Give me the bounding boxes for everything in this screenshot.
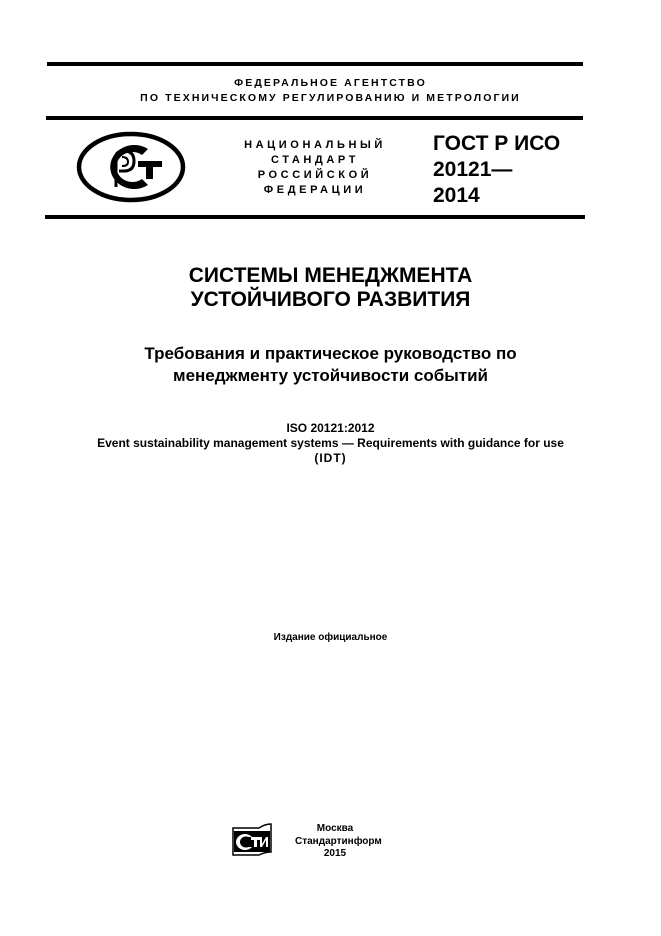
- document-subtitle: [0, 343, 661, 387]
- bottom-rule: [45, 215, 585, 219]
- iso-english-title: Event sustainability management systems — Requirements with guidance for use: [97, 436, 564, 450]
- title-line-2: УСТОЙЧИВОГО РАЗВИТИЯ: [190, 288, 471, 311]
- agency-name: [0, 76, 661, 106]
- edition-label: Издание официальное: [273, 632, 388, 643]
- publisher-info: [295, 823, 382, 861]
- natstd-line-4: ФЕДЕРАЦИИ: [263, 184, 367, 196]
- subtitle-line-2: менеджменту устойчивости событий: [173, 366, 488, 385]
- standard-number: [433, 131, 560, 209]
- international-reference: [0, 421, 661, 466]
- middle-rule: [46, 116, 583, 120]
- agency-line-2: ПО ТЕХНИЧЕСКОМУ РЕГУЛИРОВАНИЮ И МЕТРОЛОГИИ: [140, 92, 521, 104]
- standard-number-line-1: ГОСТ Р ИСО: [433, 132, 561, 155]
- iso-equivalence: (IDT): [314, 451, 347, 465]
- publisher-city: Москва: [316, 823, 354, 834]
- natstd-line-1: НАЦИОНАЛЬНЫЙ: [244, 139, 386, 151]
- standartinform-logo-icon: [231, 822, 273, 858]
- standard-number-line-2: 20121—: [433, 158, 513, 181]
- subtitle-line-1: Требования и практическое руководство по: [144, 344, 517, 363]
- top-rule: [47, 62, 583, 66]
- title-line-1: СИСТЕМЫ МЕНЕДЖМЕНТА: [188, 264, 473, 287]
- rst-gost-mark-icon: [76, 131, 186, 203]
- publisher-name: Стандартинформ: [295, 835, 382, 847]
- national-standard-label: [225, 138, 405, 198]
- agency-line-1: ФЕДЕРАЛЬНОЕ АГЕНТСТВО: [234, 77, 427, 89]
- natstd-line-3: РОССИЙСКОЙ: [257, 169, 373, 181]
- standard-number-line-3: 2014: [433, 184, 480, 207]
- natstd-line-2: СТАНДАРТ: [270, 154, 360, 166]
- iso-code: ISO 20121:2012: [286, 421, 375, 435]
- document-title: [0, 264, 661, 312]
- publisher-year: 2015: [323, 848, 347, 859]
